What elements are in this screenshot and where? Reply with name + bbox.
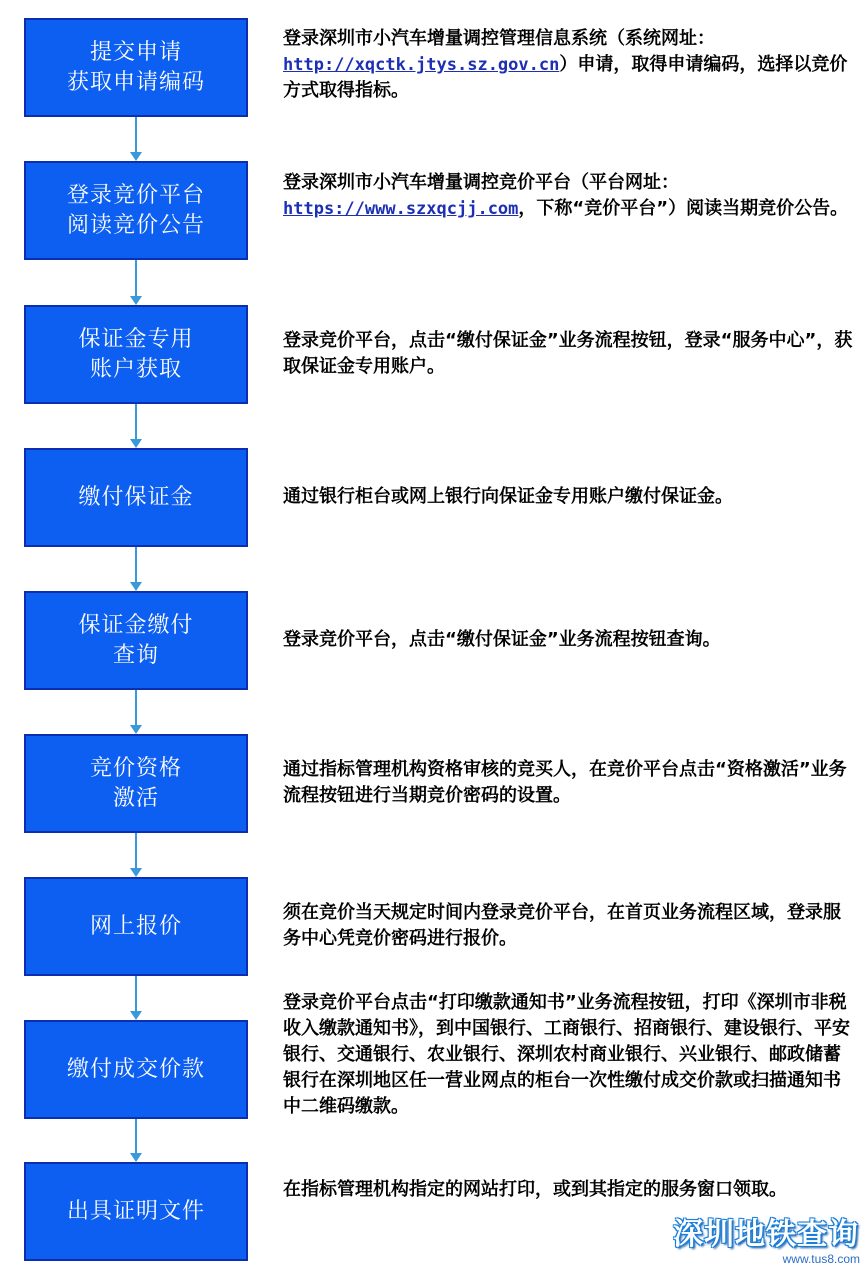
- step-description: [283, 328, 853, 380]
- step-label: 保证金专用 账户获取: [78, 326, 194, 382]
- step-box-8: [24, 1020, 248, 1119]
- step-label: 缴付保证金: [78, 484, 194, 510]
- description-text: ）申请，取得申请编码，选择以竞价方式取得指标。: [283, 54, 848, 101]
- description-text: 登录深圳市小汽车增量调控管理信息系统（系统网址：: [283, 28, 715, 49]
- step-box-7: [24, 877, 248, 976]
- connector-line: [135, 547, 137, 583]
- description-text: 在指标管理机构指定的网站打印，或到其指定的服务窗口领取。: [283, 1179, 787, 1200]
- step-label: 提交申请 获取申请编码: [66, 39, 205, 95]
- connector-line: [135, 1119, 137, 1154]
- step-box-4: [24, 448, 248, 547]
- step-box-1: [24, 18, 248, 117]
- description-text: 登录竞价平台，点击“缴付保证金”业务流程按钮查询。: [283, 629, 721, 650]
- step-label: 出具证明文件: [66, 1198, 205, 1224]
- step-label: 保证金缴付 查询: [78, 612, 194, 668]
- step-description: [283, 1177, 843, 1203]
- step-box-6: [24, 734, 248, 833]
- description-text: 通过指标管理机构资格审核的竞买人，在竞价平台点击“资格激活”业务流程按钮进行当期竞价密码的设置。: [283, 759, 847, 806]
- arrow-down-icon: [130, 1011, 142, 1020]
- connector-line: [135, 117, 137, 153]
- site-watermark: [672, 1218, 860, 1266]
- description-text: 须在竞价当天规定时间内登录竞价平台，在首页业务流程区域，登录服务中心凭竞价密码进行报价。: [283, 902, 841, 949]
- step-description: [283, 170, 853, 222]
- step-box-3: [24, 305, 248, 404]
- arrow-down-icon: [130, 152, 142, 161]
- arrow-down-icon: [130, 725, 142, 734]
- step-label: 登录竞价平台 阅读竞价公告: [66, 182, 205, 238]
- step-description: [283, 900, 853, 952]
- connector-line: [135, 976, 137, 1012]
- connector-line: [135, 404, 137, 440]
- step-box-9: [24, 1162, 248, 1261]
- watermark-title: 深圳地铁查询: [673, 1217, 859, 1252]
- step-box-2: [24, 161, 248, 260]
- arrow-down-icon: [130, 868, 142, 877]
- platform-url-link[interactable]: https://www.szxqcjj.com: [283, 199, 519, 219]
- step-description: [283, 627, 853, 653]
- description-text: 登录竞价平台，点击“缴付保证金”业务流程按钮，登录“服务中心”，获取保证金专用账户。: [283, 330, 853, 377]
- step-description: [283, 757, 853, 809]
- description-text: 登录深圳市小汽车增量调控竞价平台（平台网址：: [283, 172, 679, 193]
- step-box-5: [24, 591, 248, 690]
- connector-line: [135, 690, 137, 726]
- arrow-down-icon: [130, 582, 142, 591]
- step-label: 网上报价: [89, 913, 182, 939]
- step-description: [283, 990, 853, 1120]
- connector-line: [135, 260, 137, 297]
- step-description: [283, 26, 853, 104]
- step-label: 缴付成交价款: [66, 1056, 205, 1082]
- system-url-link[interactable]: http://xqctk.jtys.sz.gov.cn: [283, 55, 560, 75]
- description-text: ，下称“竞价平台”）阅读当期竞价公告。: [518, 198, 849, 219]
- description-text: 登录竞价平台点击“打印缴款通知书”业务流程按钮，打印《深圳市非税收入缴款通知书》，到中国银行、工商银行、招商银行、建设银行、平安银行、交通银行、农业银行、深圳农村商业银行、兴业银行、邮政储蓄银行在深圳地区任一营业网点的柜台一次性缴付成交价款或扫描通知书中二维码缴款。: [283, 992, 850, 1117]
- arrow-down-icon: [130, 439, 142, 448]
- watermark-url: www.tus8.com: [782, 1252, 860, 1266]
- step-label: 竞价资格 激活: [89, 755, 182, 811]
- arrow-down-icon: [130, 1153, 142, 1162]
- description-text: 通过银行柜台或网上银行向保证金专用账户缴付保证金。: [283, 486, 733, 507]
- arrow-down-icon: [130, 296, 142, 305]
- step-description: [283, 484, 853, 510]
- connector-line: [135, 833, 137, 869]
